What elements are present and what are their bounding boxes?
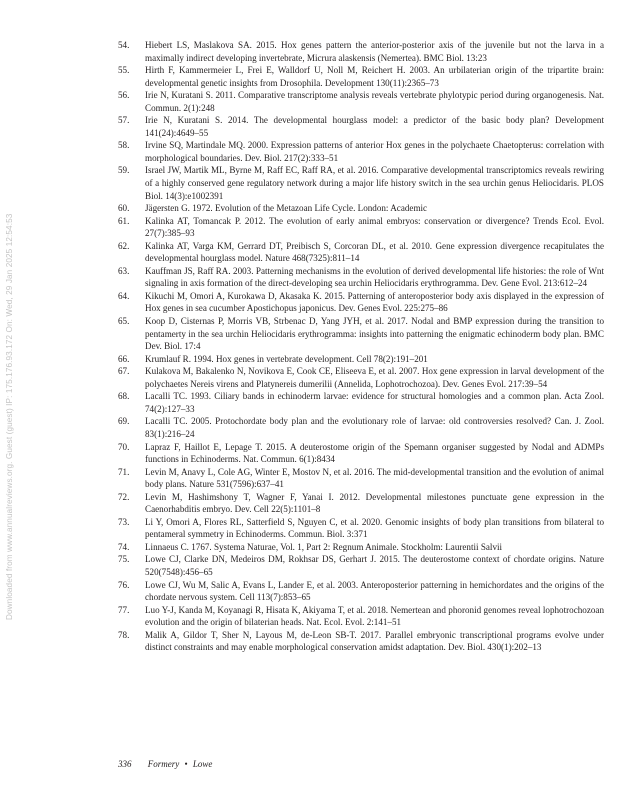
reference-number: 72. — [118, 491, 130, 502]
reference-number: 71. — [118, 466, 130, 477]
page-footer — [118, 759, 212, 769]
reference-text: Irie N, Kuratani S. 2014. The developmental hourglass model: a predictor of the basic body plan? Development 141(24):4649–55 — [145, 115, 604, 138]
reference-number: 60. — [118, 203, 130, 214]
reference-text: Irie N, Kuratani S. 2011. Comparative transcriptome analysis reveals vertebrate phylotypic period during organogenesis. Nat. Commun. 2(1):248 — [145, 90, 604, 113]
reference-item — [118, 579, 604, 604]
reference-item — [118, 202, 604, 215]
reference-text: Hirth F, Kammermeier L, Frei E, Walldorf U, Noll M, Reichert H. 2003. An urbilaterian origin of the tripartite brain: developmental genetic insights from Drosophila. Development 130(11):2365–73 — [145, 65, 604, 88]
reference-item — [118, 604, 604, 629]
reference-number: 74. — [118, 541, 130, 552]
reference-item — [118, 265, 604, 290]
running-author: Lowe — [192, 759, 213, 769]
reference-item — [118, 415, 604, 440]
reference-item — [118, 491, 604, 516]
reference-number: 68. — [118, 391, 130, 402]
reference-number: 75. — [118, 554, 130, 565]
reference-number: 55. — [118, 65, 130, 76]
reference-number: 77. — [118, 604, 130, 615]
reference-item — [118, 290, 604, 315]
reference-text: Koop D, Cisternas P, Morris VB, Strbenac D, Yang JYH, et al. 2017. Nodal and BMP expression during the transition to pentamerty in the sea urchin Heliocidaris erythrogramma: insights into patterning the enigmatic echinoderm body plan. BMC Dev. Biol. 17:4 — [145, 316, 604, 352]
reference-item — [118, 390, 604, 415]
reference-item — [118, 365, 604, 390]
reference-text: Lapraz F, Haillot E, Lepage T. 2015. A deuterostome origin of the Spemann organiser suggested by Nodal and ADMPs functions in Echinoderms. Nat. Commun. 6(1):8434 — [145, 441, 604, 465]
reference-text: Luo Y-J, Kanda M, Koyanagi R, Hisata K, Akiyama T, et al. 2018. Nemertean and phoronid genomes reveal lophotrochozoan evolution and the origin of bilaterian heads. Nat. Ecol. Evol. 2:141–51 — [145, 604, 604, 628]
reference-number: 64. — [118, 290, 130, 301]
reference-number: 54. — [118, 40, 130, 50]
reference-number: 78. — [118, 629, 130, 640]
reference-number: 62. — [118, 240, 130, 251]
reference-item — [118, 64, 604, 89]
reference-number: 76. — [118, 579, 130, 590]
reference-text: Irvine SQ, Martindale MQ. 2000. Expression patterns of anterior Hox genes in the polychaete Chaetopterus: correlation with morphological boundaries. Dev. Biol. 217(2):333–51 — [145, 140, 604, 163]
download-watermark: Downloaded from www.annualreviews.org. Guest (guest) IP: 175.176.93.172 On: Wed, 29 Jan 2025 12:54:53 — [5, 213, 14, 620]
reference-number: 67. — [118, 366, 130, 377]
reference-item — [118, 315, 604, 353]
reference-text: Kalinka AT, Tomancak P. 2012. The evolution of early animal embryos: conservation or divergence? Trends Ecol. Evol. 27(7):385–93 — [145, 215, 604, 239]
reference-text: Levin M, Anavy L, Cole AG, Winter E, Mostov N, et al. 2016. The mid-developmental transition and the evolution of animal body plans. Nature 531(7596):637–41 — [145, 466, 604, 490]
reference-number: 63. — [118, 265, 130, 276]
running-author: Formery — [147, 759, 180, 769]
reference-text: Lacalli TC. 2005. Protochordate body plan and the evolutionary role of larvae: old controversies resolved? Can. J. Zool. 83(1):216–24 — [145, 416, 604, 439]
reference-number: 57. — [118, 115, 130, 126]
reference-item — [118, 353, 604, 366]
reference-number: 58. — [118, 140, 130, 151]
reference-number: 56. — [118, 90, 130, 101]
reference-item — [118, 441, 604, 466]
reference-text: Jägersten G. 1972. Evolution of the Metazoan Life Cycle. London: Academic — [145, 203, 428, 214]
reference-text: Kikuchi M, Omori A, Kurokawa D, Akasaka K. 2015. Patterning of anteroposterior body axis displayed in the expression of Hox genes in sea cucumber Apostichopus japonicus. Dev. Genes Evol. 225:275–86 — [145, 290, 604, 314]
reference-number: 66. — [118, 353, 130, 364]
reference-number: 73. — [118, 516, 130, 527]
reference-item — [118, 553, 604, 578]
reference-text: Linnaeus C. 1767. Systema Naturae, Vol. 1, Part 2: Regnum Animale. Stockholm: Laurentii Salvii — [145, 541, 503, 552]
reference-item — [118, 516, 604, 541]
page-number: 336 — [118, 759, 132, 769]
reference-list — [118, 39, 604, 654]
reference-number: 61. — [118, 215, 130, 226]
author-separator: • — [184, 759, 188, 769]
reference-item — [118, 215, 604, 240]
reference-text: Kalinka AT, Varga KM, Gerrard DT, Preibisch S, Corcoran DL, et al. 2010. Gene expression divergence recapitulates the developmental hourglass model. Nature 468(7325):811–14 — [145, 240, 604, 264]
reference-text: Lacalli TC. 1993. Ciliary bands in echinoderm larvae: evidence for structural homologies and a common plan. Acta Zool. 74(2):127–33 — [145, 391, 604, 414]
reference-item — [118, 240, 604, 265]
reference-text: Lowe CJ, Wu M, Salic A, Evans L, Lander E, et al. 2003. Anteroposterior patterning in hemichordates and the origins of the chordate nervous system. Cell 113(7):853–65 — [145, 579, 604, 603]
reference-item — [118, 164, 604, 202]
reference-number: 70. — [118, 441, 130, 452]
reference-text: Malik A, Gildor T, Sher N, Layous M, de-Leon SB-T. 2017. Parallel embryonic transcriptional programs evolve under distinct constraints and may enable morphological conservation amidst adaptation. Dev. Biol. 430(1):202–13 — [145, 629, 604, 653]
reference-number: 69. — [118, 416, 130, 427]
reference-item — [118, 139, 604, 164]
reference-number: 59. — [118, 165, 130, 176]
reference-text: Kulakova M, Bakalenko N, Novikova E, Cook CE, Eliseeva E, et al. 2007. Hox gene expression in larval development of the polychaetes Nereis virens and Platynereis dumerilii (Annelida, Lophotrochozoa). Dev. Genes Evol. 217:39–54 — [145, 366, 604, 389]
reference-item — [118, 114, 604, 139]
reference-text: Li Y, Omori A, Flores RL, Satterfield S, Nguyen C, et al. 2020. Genomic insights of body plan transitions from bilateral to pentameral symmetry in Echinoderms. Commun. Biol. 3:371 — [145, 516, 604, 540]
reference-item — [118, 39, 604, 64]
reference-item — [118, 89, 604, 114]
reference-text: Israel JW, Martik ML, Byrne M, Raff EC, Raff RA, et al. 2016. Comparative developmental transcriptomics reveals rewiring of a highly conserved gene regulatory network during a major life history switch in the sea urchin genus Heliocidaris. PLOS Biol. 14(3):e1002391 — [145, 165, 604, 201]
reference-item — [118, 629, 604, 654]
reference-number: 65. — [118, 316, 130, 327]
reference-text: Kauffman JS, Raff RA. 2003. Patterning mechanisms in the evolution of derived developmental life histories: the role of Wnt signaling in axis formation of the direct-developing sea urchin Heliocidaris erythrogramma. Dev. Gene Evol. 213:612–24 — [145, 265, 604, 289]
reference-text: Levin M, Hashimshony T, Wagner F, Yanai I. 2012. Developmental milestones punctuate gene expression in the Caenorhabditis embryo. Dev. Cell 22(5):1101–8 — [145, 491, 604, 515]
reference-item — [118, 466, 604, 491]
reference-text: Krumlauf R. 1994. Hox genes in vertebrate development. Cell 78(2):191–201 — [145, 353, 428, 364]
reference-item — [118, 541, 604, 554]
reference-text: Lowe CJ, Clarke DN, Medeiros DM, Rokhsar DS, Gerhart J. 2015. The deuterostome context of chordate origins. Nature 520(7548):456–65 — [145, 554, 604, 577]
reference-text: Hiebert LS, Maslakova SA. 2015. Hox genes pattern the anterior-posterior axis of the juvenile but not the larva in a maximally indirect developing invertebrate, Micrura alaskensis (Nemertea). BMC Biol. 13:23 — [145, 40, 604, 63]
